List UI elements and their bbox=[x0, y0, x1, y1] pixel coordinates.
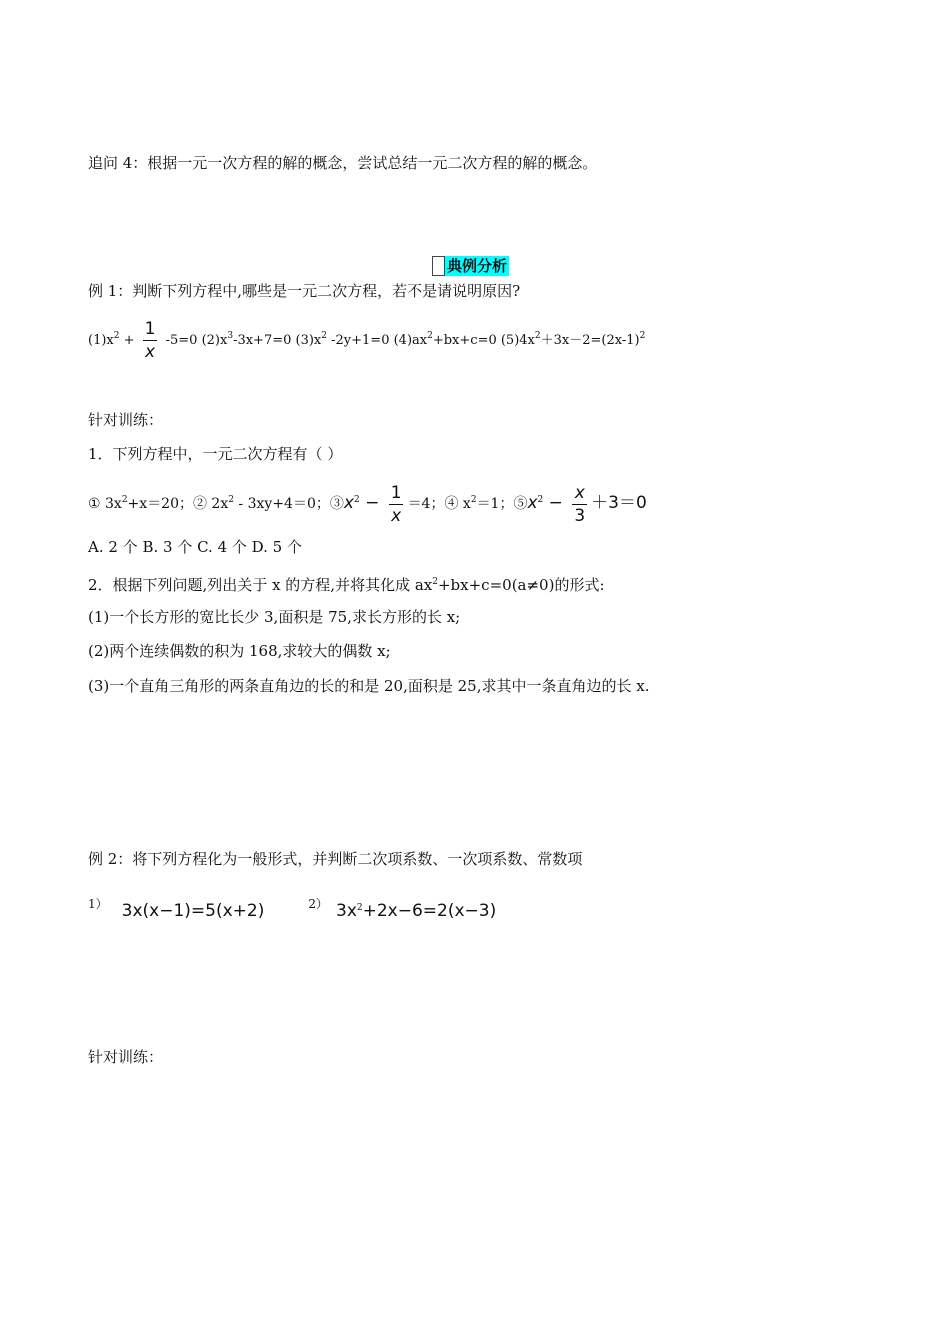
superscript: 2 bbox=[228, 495, 234, 505]
follow-up-question-4: 追问 4：根据一元一次方程的解的概念，尝试总结一元二次方程的解的概念。 bbox=[88, 154, 598, 172]
practice-label-2: 针对训练： bbox=[88, 1048, 164, 1066]
math-op: − bbox=[543, 493, 569, 513]
superscript: 2 bbox=[534, 331, 541, 341]
equation-2-part-b: +2x−6=2(x−3) bbox=[362, 901, 497, 921]
fraction-denominator: x bbox=[391, 505, 402, 526]
superscript: 2 bbox=[427, 331, 433, 341]
opt-text: - 3xy+4＝0；③ bbox=[233, 496, 344, 512]
opt-text: +x＝20；② 2x bbox=[127, 496, 229, 512]
fraction-numerator: x bbox=[574, 482, 585, 503]
math-text: ＋3＝0 bbox=[591, 493, 647, 513]
eq-text: + bbox=[119, 333, 139, 348]
q2-stem-a: 2．根据下列问题,列出关于 x 的方程,并将其化成 ax bbox=[88, 576, 433, 594]
q2-part-2: (2)两个连续偶数的积为 168,求较大的偶数 x; bbox=[88, 642, 391, 660]
superscript: 2 bbox=[639, 331, 646, 341]
superscript: 2 bbox=[537, 495, 544, 505]
eq-text: +bx+c=0 (5)4x bbox=[432, 333, 535, 348]
math-var: x bbox=[343, 493, 354, 513]
eq-label-1: 1） bbox=[88, 897, 108, 911]
fraction-denominator: x bbox=[145, 342, 156, 362]
fraction-1-over-x bbox=[389, 482, 404, 527]
eq-text: (1)x bbox=[88, 333, 114, 348]
opt-text: ＝4；④ x bbox=[407, 496, 471, 512]
example1-prompt: 例 1：判断下列方程中,哪些是一元二次方程，若不是请说明原因? bbox=[88, 282, 521, 300]
q1-options bbox=[88, 478, 647, 527]
example2-prompt: 例 2：将下列方程化为一般形式，并判断二次项系数、一次项系数、常数项 bbox=[88, 850, 583, 868]
superscript: 2 bbox=[121, 495, 128, 505]
fraction-numerator: 1 bbox=[144, 319, 156, 339]
equation-1: 3x(x−1)=5(x+2) bbox=[121, 901, 265, 921]
section-title-text: 典例分析 bbox=[447, 257, 508, 275]
superscript: 2 bbox=[353, 495, 360, 505]
superscript: 2 bbox=[470, 495, 477, 505]
q1-choices: A. 2 个 B. 3 个 C. 4 个 D. 5 个 bbox=[88, 538, 302, 556]
fraction-denominator: 3 bbox=[574, 505, 586, 526]
eq-text: ＋3x－2=(2x-1) bbox=[540, 333, 640, 348]
eq-text: -5=0 (2)x bbox=[161, 333, 228, 348]
superscript: 2 bbox=[113, 331, 120, 341]
superscript: 3 bbox=[227, 331, 234, 341]
practice-label-1: 针对训练： bbox=[88, 411, 164, 429]
superscript: 2 bbox=[432, 577, 438, 587]
fraction-x-over-3 bbox=[572, 482, 587, 527]
math-op: − bbox=[359, 493, 385, 513]
superscript: 2 bbox=[321, 331, 327, 341]
q2-part-1: (1)一个长方形的宽比长少 3,面积是 75,求长方形的长 x; bbox=[88, 608, 461, 626]
example1-equations bbox=[88, 314, 645, 363]
q2-part-3: (3)一个直角三角形的两条直角边的长的和是 20,面积是 25,求其中一条直角边的长 x. bbox=[88, 677, 650, 695]
eq-label-2: 2） bbox=[308, 897, 328, 911]
section-title bbox=[432, 256, 509, 276]
equation-2-part-a: 3x bbox=[336, 901, 357, 921]
example2-equations bbox=[88, 886, 496, 929]
title-marker-box bbox=[432, 256, 445, 276]
eq-text: -3x+7=0 (3)x bbox=[233, 333, 322, 348]
fraction-numerator: 1 bbox=[390, 482, 402, 503]
q2-stem bbox=[88, 572, 605, 595]
math-var: x bbox=[527, 493, 538, 513]
fraction-1-over-x bbox=[143, 318, 158, 363]
superscript: 2 bbox=[356, 903, 363, 913]
q2-stem-b: +bx+c=0(a≠0)的形式: bbox=[437, 576, 605, 594]
opt-text: ① 3x bbox=[88, 496, 122, 512]
q1-stem: 1．下列方程中，一元二次方程有（ ） bbox=[88, 445, 343, 463]
eq-text: -2y+1=0 (4)ax bbox=[327, 333, 428, 348]
opt-text: ＝1；⑤ bbox=[476, 496, 528, 512]
